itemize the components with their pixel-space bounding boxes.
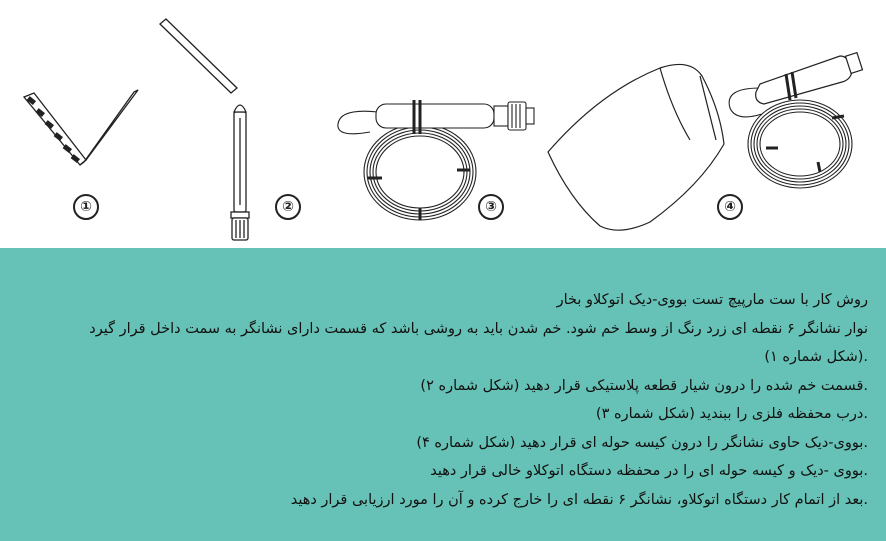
figure-number-1: ① [73, 194, 99, 220]
towel-bag-and-coil-illustration [548, 53, 862, 231]
folded-indicator-strip-illustration [24, 90, 138, 165]
figure-number-4: ④ [717, 194, 743, 220]
instruction-line-1: نوار نشانگر ۶ نقطه ای زرد رنگ از وسط خم شود. خم شدن باید به روشی باشد که قسمت دارای نشانگر به سمت داخل قرار گیرد [89, 320, 868, 337]
instruction-line-5: .بووی-دیک حاوی نشانگر را درون کیسه حوله ای قرار دهید (شکل شماره ۴) [416, 434, 868, 451]
instruction-line-3: .قسمت خم شده را درون شیار قطعه پلاستیکی قرار دهید (شکل شماره ۲) [420, 377, 868, 394]
instructions-panel [0, 248, 886, 541]
test-coil-illustration [338, 100, 534, 220]
plastic-holder-illustration [160, 19, 249, 240]
figure-panel [0, 0, 886, 248]
instruction-line-6: .بووی -دیک و کیسه حوله ای را در محفظه دستگاه اتوکلاو خالی قرار دهید [430, 463, 868, 479]
figure-number-2: ② [275, 194, 301, 220]
instruction-line-4: .درب محفظه فلزی را ببندید (شکل شماره ۳) [595, 406, 868, 422]
instructions-text [8, 286, 868, 514]
instruction-line-2: .(شکل شماره ۱) [764, 349, 868, 365]
illustration-canvas [0, 0, 886, 248]
instruction-line-7: .بعد از اتمام کار دستگاه اتوکلاو، نشانگر ۶ نقطه ای را خارج کرده و آن را مورد ارزیابی قرار دهید [290, 491, 868, 508]
instructions-title: روش کار با ست مارپیچ تست بووی-دیک اتوکلاو بخار [556, 292, 868, 308]
figure-number-3: ③ [478, 194, 504, 220]
